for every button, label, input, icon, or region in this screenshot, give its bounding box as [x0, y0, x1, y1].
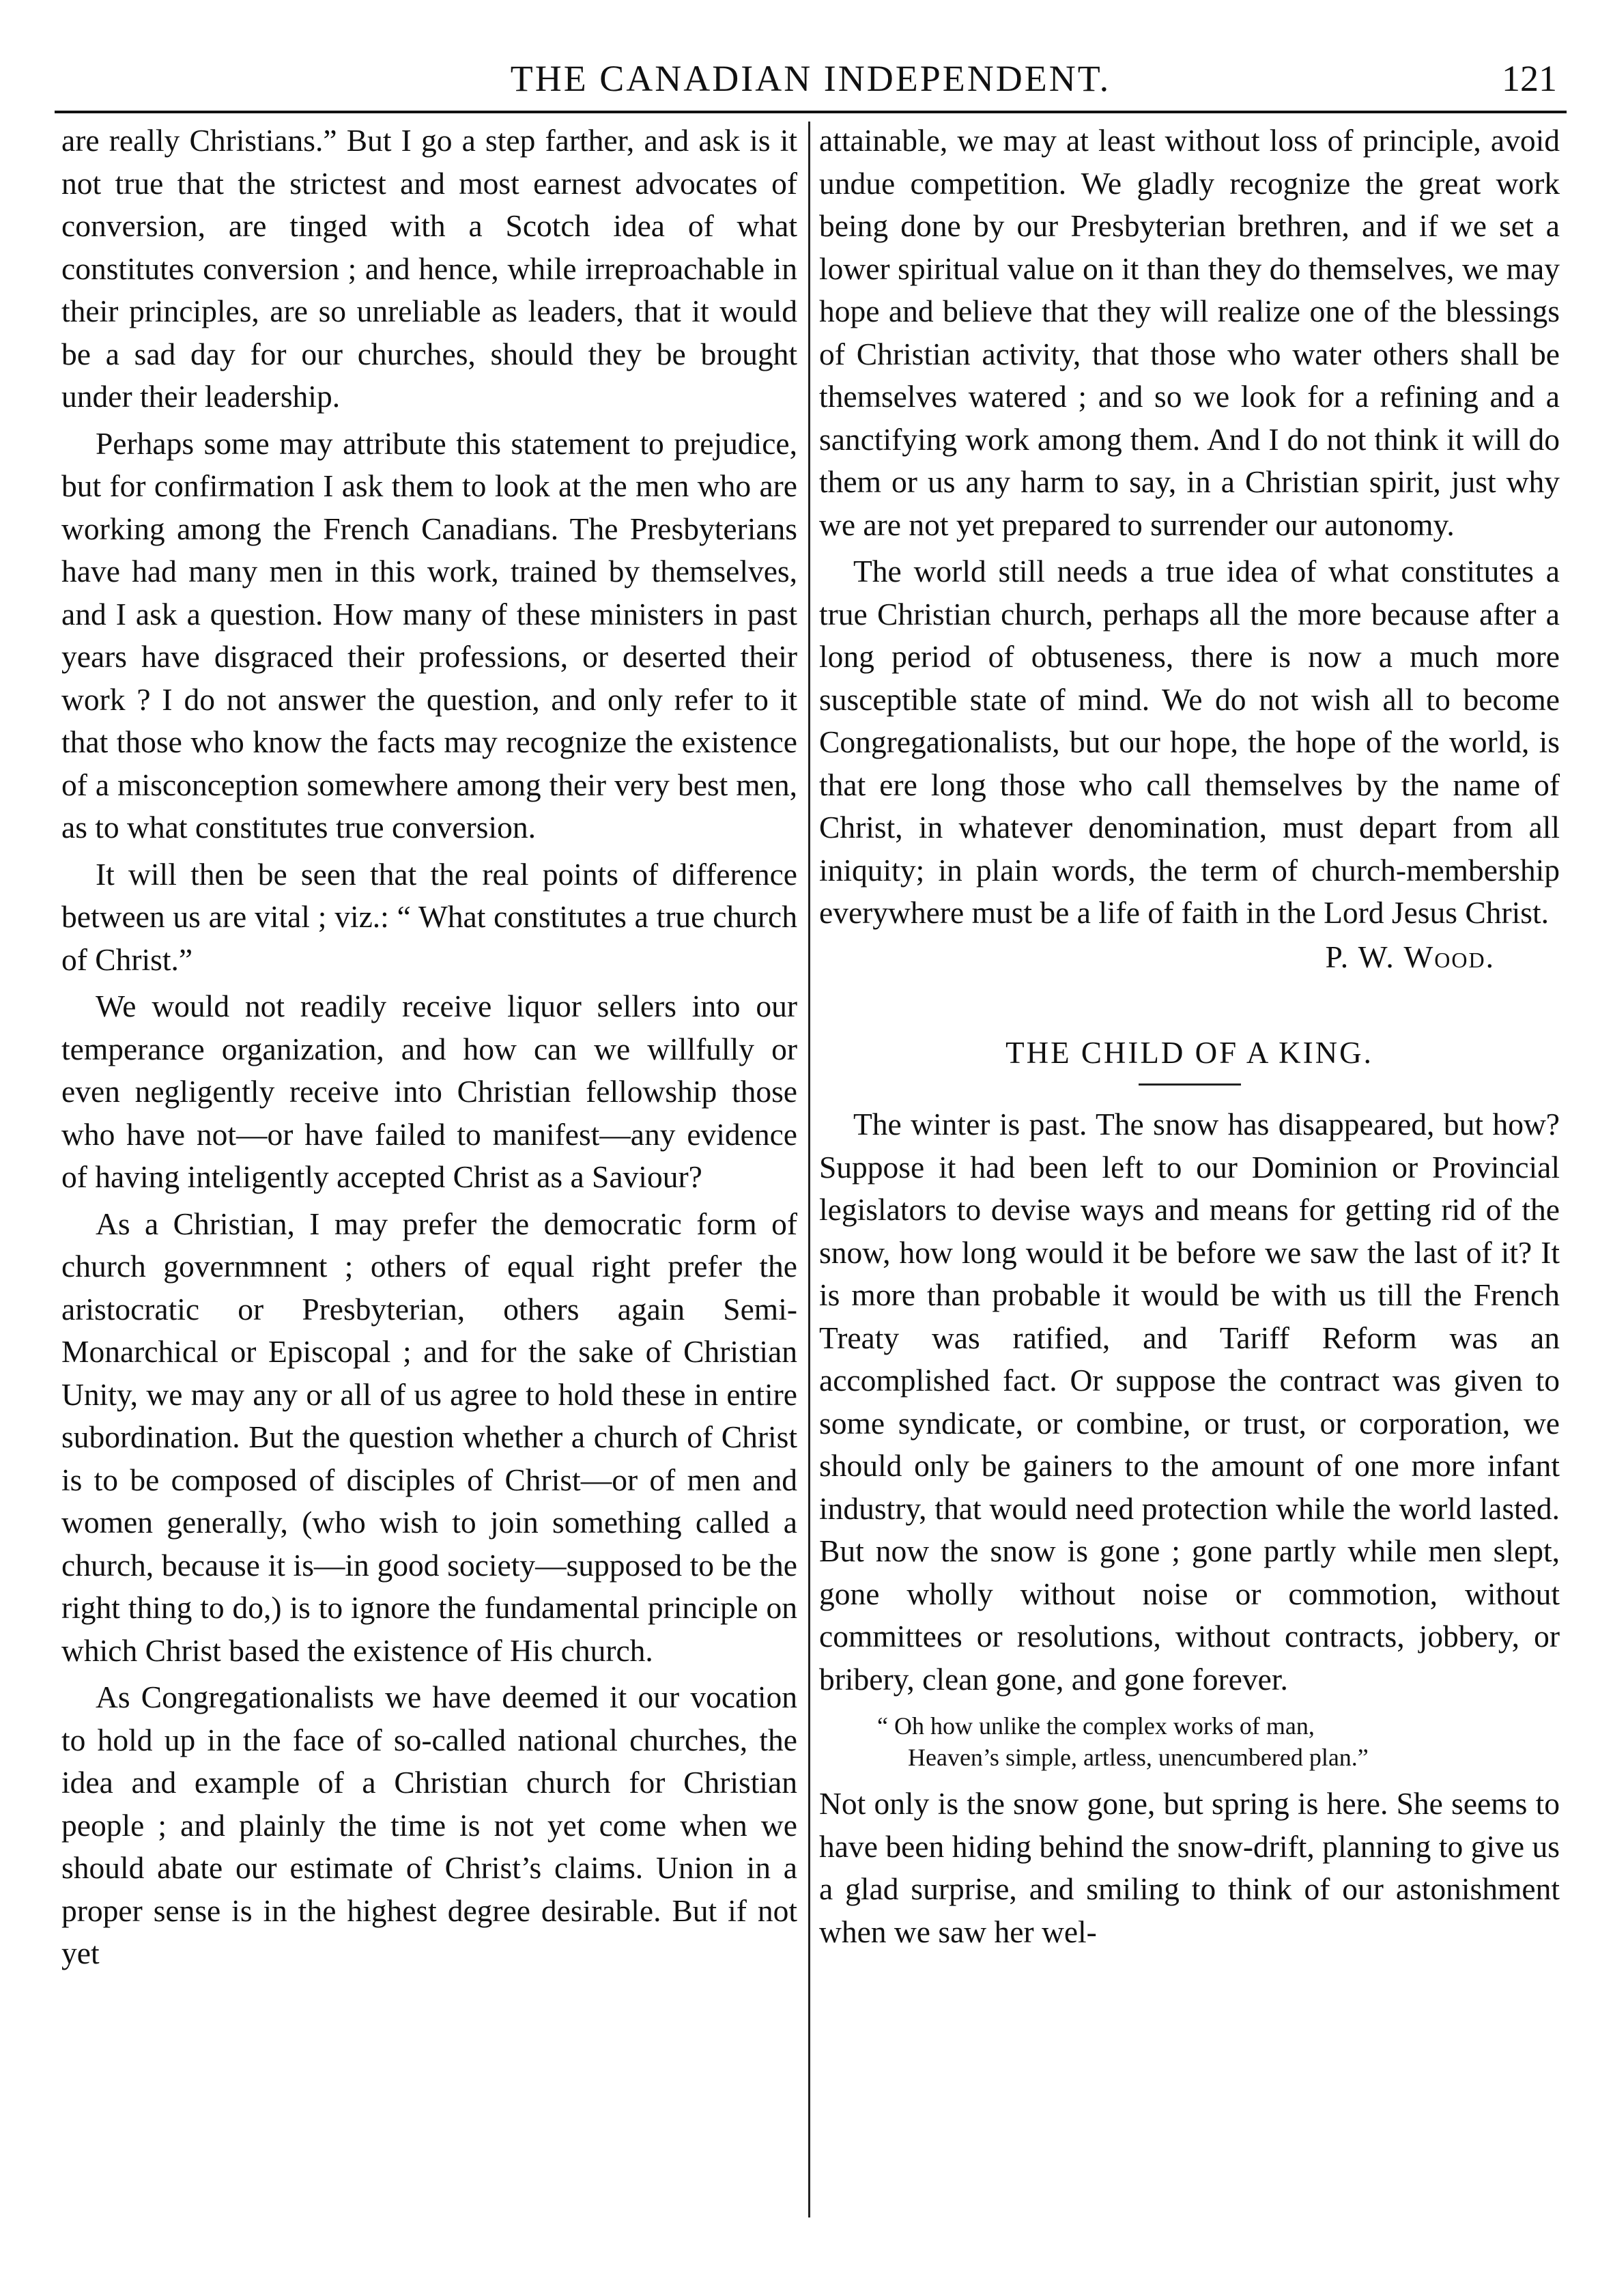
- heading-rule: [1139, 1083, 1241, 1086]
- left-paragraph-6: As Congregationalists we have deemed it our vocation to hold up in the face of so-called national churches, the idea and example of a Christian church for Christian people ; and plainly the time is not yet come when we should abate our estimate of Christ’s claims. Union in a proper sense is in the highest degree desirable. But if not yet: [61, 1680, 797, 1970]
- left-paragraph-5: As a Christian, I may prefer the democratic form of church governmnent ; others of equal right prefer the aristocratic or Presbyterian, others again Semi-Monarchical or Episcopal ; and for the sake of Christian Unity, we may any or all of us agree to hold these in entire subordination. But the question whether a church of Christ is to be composed of disciples of Christ—or of men and women generally, (who wish to join something called a church, because it is—in good society—supposed to be the right thing to do,) is to ignore the fundamental principle on which Christ based the existence of His church.: [61, 1206, 797, 1668]
- author-signature: P. W. Wood.: [1325, 939, 1495, 974]
- right-column: [819, 119, 1560, 2256]
- running-head: [55, 49, 1567, 113]
- left-column: [61, 119, 797, 2256]
- left-paragraph-1: are really Christians.” But I go a step farther, and ask is it not true that the strictest and most earnest advocates of conversion, are tinged with a Scotch idea of what constitutes conversion ; and hence, while irreproachable in their principles, are so unreliable as leaders, that it would be a sad day for our churches, should they be brought under their leadership.: [61, 123, 797, 414]
- right-paragraph-2: The world still needs a true idea of what constitutes a true Christian church, perhaps all the more because after a long period of obtuseness, there is now a much more susceptible state of mind. We do not wish all to become Congregationalists, but our hope, the hope of the world, is that ere long those who call themselves by the name of Christ, in whatever denomination, must depart from all iniquity; in plain words, the term of church-membership everywhere must be a life of faith in the Lord Jesus Christ.: [819, 554, 1560, 930]
- journal-title: THE CANADIAN INDEPENDENT.: [510, 58, 1111, 99]
- right-paragraph-1: attainable, we may at least without loss of principle, avoid undue competition. We gladly recognize the great work being done by our Presbyterian brethren, and if we set a lower spiritual value on it than they do themselves, we may hope and believe that they will realize one of the blessings of Christian activity, that those who water others shall be themselves watered ; and so we look for a refining and a sanctifying work among them. And I do not think it will do them or us any harm to say, in a Christian spirit, just why we are not yet prepared to surrender our autonomy.: [819, 123, 1560, 542]
- column-divider: [808, 122, 810, 2217]
- verse-quote: [819, 1710, 1560, 1773]
- verse-line-2: Heaven’s simple, artless, unencumbered plan.”: [908, 1744, 1369, 1771]
- left-paragraph-2: Perhaps some may attribute this statement to prejudice, but for confirmation I ask them to look at the men who are working among the French Canadians. The Presbyterians have had many men in this work, trained by themselves, and I ask a question. How many of these ministers in past years have disgraced their professions, or deserted their work ? I do not answer the question, and only refer to it that those who know the facts may recognize the existence of a misconception somewhere among their very best men, as to what constitutes true conversion.: [61, 425, 797, 845]
- section-paragraph-2: Not only is the snow gone, but spring is here. She seems to have been hiding behind the snow-drift, planning to give us a glad surprise, and smiling to think of our astonishment when we saw her wel-: [819, 1786, 1560, 1949]
- section-paragraph-1: The winter is past. The snow has disappeared, but how? Suppose it had been left to our Dominion or Provincial legislators to devise ways and means for getting rid of the snow, how long would it be before we saw the last of it? It is more than probable it would be with us till the French Treaty was ratified, and Tariff Reform was an accomplished fact. Or suppose the contract was given to some syndicate, or combine, or trust, or corporation, we should only be gainers to the amount of one more infant industry, that would need protection while the world lasted. But now the snow is gone ; gone partly while men slept, gone wholly without noise or commotion, without committees or resolutions, without contracts, jobbery, or bribery, clean gone, and gone forever.: [819, 1107, 1560, 1697]
- section-heading: THE CHILD OF A KING.: [1005, 1036, 1373, 1070]
- left-paragraph-3: It will then be seen that the real points of difference between us are vital ; viz.: “ What constitutes a true church of Christ.”: [61, 856, 797, 977]
- left-paragraph-4: We would not readily receive liquor sellers into our temperance organization, and how can we willfully or even negligently receive into Christian fellowship those who have not—or have failed to manifest—any evidence of having inteligently accepted Christ as a Saviour?: [61, 989, 797, 1194]
- page-number: 121: [1502, 58, 1557, 99]
- verse-line-1: “ Oh how unlike the complex works of man,: [877, 1712, 1315, 1740]
